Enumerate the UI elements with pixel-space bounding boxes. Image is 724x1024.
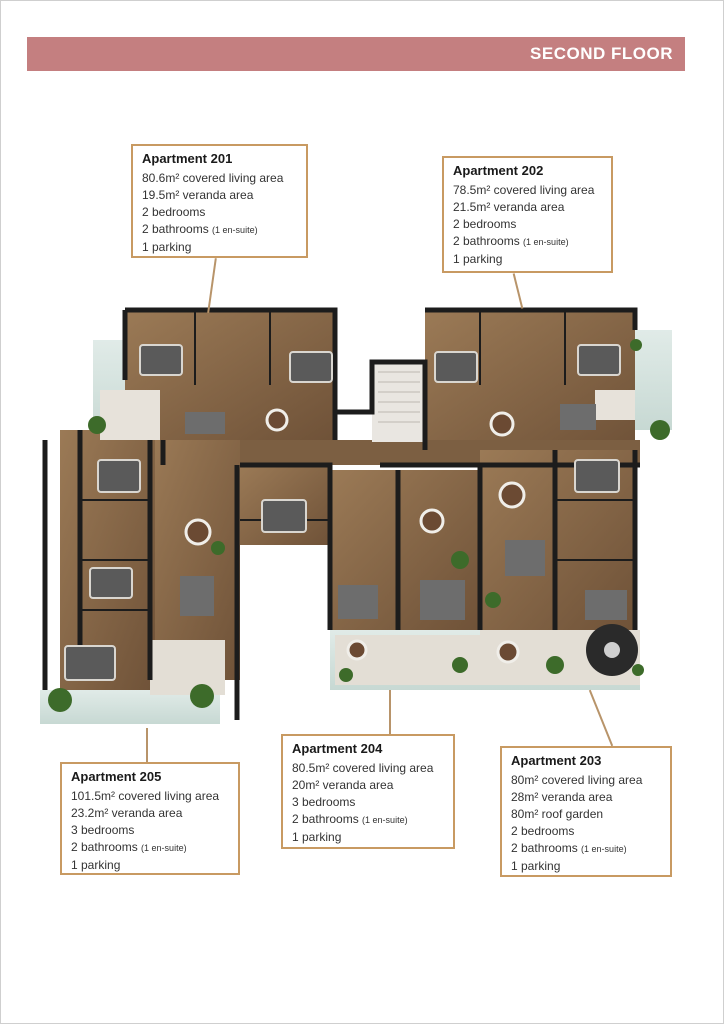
covered-area: 101.5m² covered living area bbox=[71, 789, 220, 803]
apartment-204-card bbox=[281, 734, 455, 849]
bathrooms: 2 bathrooms (1 en-suite) bbox=[292, 812, 408, 826]
covered-area: 80m² covered living area bbox=[511, 773, 643, 787]
bathrooms: 2 bathrooms (1 en-suite) bbox=[71, 840, 187, 854]
parking: 1 parking bbox=[71, 858, 121, 872]
bedrooms: 2 bedrooms bbox=[511, 824, 575, 838]
leader-line-204 bbox=[389, 690, 391, 736]
bathrooms: 2 bathrooms (1 en-suite) bbox=[453, 234, 569, 248]
covered-area: 80.5m² covered living area bbox=[292, 761, 434, 775]
apartment-title: Apartment 202 bbox=[453, 163, 544, 178]
bedrooms: 2 bedrooms bbox=[142, 205, 206, 219]
bathrooms: 2 bathrooms (1 en-suite) bbox=[142, 222, 258, 236]
parking: 1 parking bbox=[453, 252, 503, 266]
spiral-staircase bbox=[586, 624, 638, 676]
apartment-201-card bbox=[131, 144, 308, 258]
veranda-area: 23.2m² veranda area bbox=[71, 806, 183, 820]
page-title: SECOND FLOOR bbox=[530, 44, 673, 63]
roof-garden: 80m² roof garden bbox=[511, 807, 604, 821]
veranda-area: 28m² veranda area bbox=[511, 790, 613, 804]
bathrooms: 2 bathrooms (1 en-suite) bbox=[511, 841, 627, 855]
veranda-area: 19.5m² veranda area bbox=[142, 188, 254, 202]
veranda-area: 21.5m² veranda area bbox=[453, 200, 565, 214]
apartment-title: Apartment 205 bbox=[71, 769, 162, 784]
apartment-205-card bbox=[60, 762, 240, 875]
parking: 1 parking bbox=[292, 830, 342, 844]
parking: 1 parking bbox=[142, 240, 192, 254]
veranda-area: 20m² veranda area bbox=[292, 778, 394, 792]
apartment-202-card bbox=[442, 156, 613, 273]
bedrooms: 2 bedrooms bbox=[453, 217, 517, 231]
covered-area: 80.6m² covered living area bbox=[142, 171, 284, 185]
apartment-title: Apartment 204 bbox=[292, 741, 383, 756]
parking: 1 parking bbox=[511, 859, 561, 873]
apartment-203-card bbox=[500, 746, 672, 877]
bedrooms: 3 bedrooms bbox=[71, 823, 135, 837]
covered-area: 78.5m² covered living area bbox=[453, 183, 595, 197]
apartment-title: Apartment 203 bbox=[511, 753, 602, 768]
bedrooms: 3 bedrooms bbox=[292, 795, 356, 809]
apartment-title: Apartment 201 bbox=[142, 151, 233, 166]
leader-line-205 bbox=[146, 728, 148, 764]
